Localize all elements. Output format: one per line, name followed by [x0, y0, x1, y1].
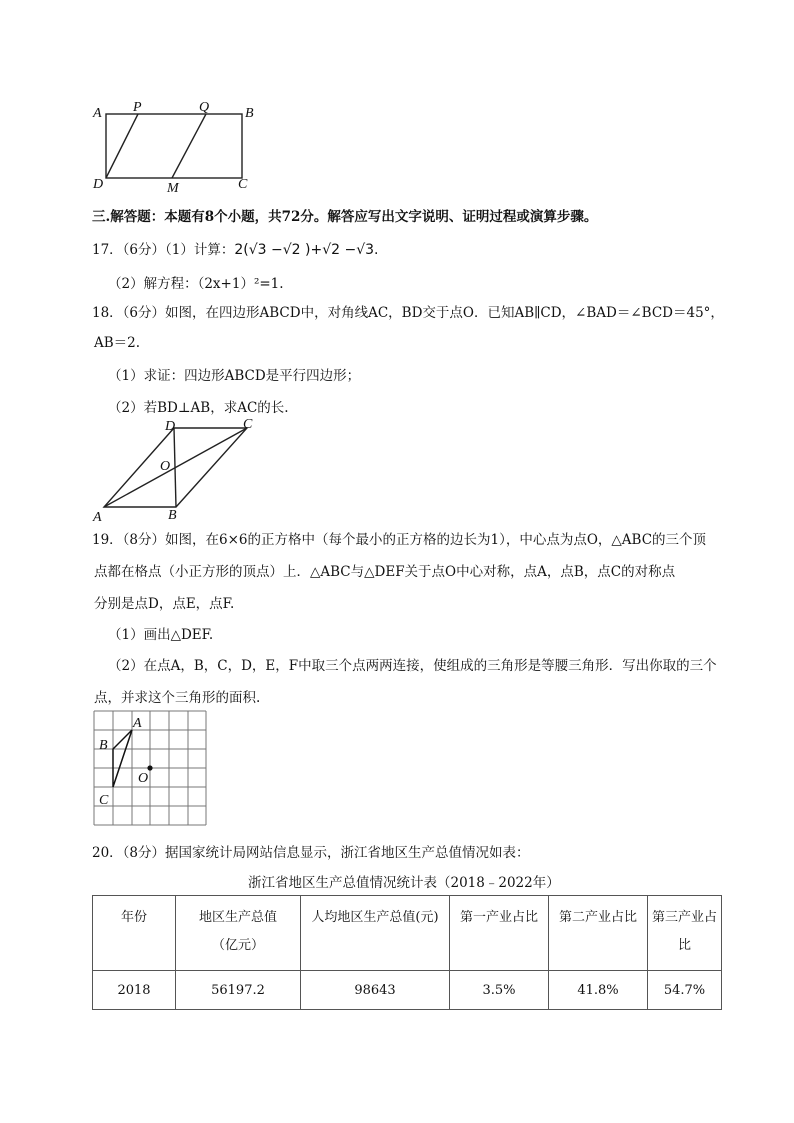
table-row	[93, 971, 722, 1010]
q17-expression: 2(√3 −√2 )+√2 −√3.	[234, 242, 379, 258]
parallelogram-figure	[88, 415, 268, 525]
label-O: O	[138, 771, 149, 786]
q19-part2b: 点，并求这个三角形的面积.	[94, 690, 261, 706]
label-B: B	[99, 738, 108, 753]
header-year: 年份	[93, 896, 176, 971]
label-P: P	[133, 100, 142, 115]
cell-per-capita: 98643	[301, 971, 450, 1010]
label-C: C	[243, 417, 253, 432]
label-D: D	[165, 419, 176, 434]
cell-year: 2018	[93, 971, 176, 1010]
header-per-capita: 人均地区生产总值(元)	[301, 896, 450, 971]
header-gdp-line1: 地区生产总值	[198, 910, 277, 925]
q18-line1: 18．（6分）如图，在四边形ABCD中，对角线AC，BD交于点O．已知AB∥CD，∠BAD＝∠BCD＝45°，	[92, 305, 724, 321]
label-A: A	[93, 510, 102, 525]
rectangle-figure	[80, 95, 260, 195]
q20-line1: 20．（8分）据国家统计局网站信息显示，浙江省地区生产总值情况如表：	[92, 845, 530, 861]
q17-part2: （2）解方程：（2x+1）²=1.	[108, 276, 284, 292]
gdp-table	[92, 895, 722, 1010]
grid-figure	[88, 705, 212, 835]
label-C: C	[238, 177, 248, 192]
q18-part1: （1）求证：四边形ABCD是平行四边形；	[108, 368, 361, 384]
label-Q: Q	[199, 100, 210, 115]
label-M: M	[167, 181, 179, 195]
label-B: B	[245, 106, 254, 121]
q19-line1: 19．（8分）如图，在6×6的正方格中（每个最小的正方格的边长为1），中心点为点O，△ABC的三个顶	[92, 532, 707, 548]
label-B: B	[168, 508, 177, 523]
cell-tertiary: 54.7%	[648, 971, 722, 1010]
q19-part1: （1）画出△DEF.	[108, 627, 214, 643]
label-D: D	[93, 177, 104, 192]
q17-line1	[92, 238, 379, 258]
header-tertiary: 第三产业占比	[648, 896, 722, 971]
table-header-row	[93, 896, 722, 971]
label-O: O	[160, 459, 171, 474]
q19-line2: 点都在格点（小正方形的顶点）上．△ABC与△DEF关于点O中心对称，点A，点B，点C的对称点	[94, 564, 676, 580]
q19-part2a: （2）在点A，B，C，D，E，F中取三个点两两连接，使组成的三角形是等腰三角形．写出你取的三个	[108, 658, 717, 674]
cell-gdp: 56197.2	[176, 971, 301, 1010]
label-A: A	[93, 106, 102, 121]
header-secondary: 第二产业占比	[549, 896, 648, 971]
q19-line3: 分别是点D，点E，点F.	[94, 596, 235, 612]
cell-secondary: 41.8%	[549, 971, 648, 1010]
q17-head: 17．（6分）（1）计算：	[92, 242, 235, 258]
section-heading: 三.解答题：本题有8个小题，共72分。解答应写出文字说明、证明过程或演算步骤。	[92, 209, 598, 225]
table-title: 浙江省地区生产总值情况统计表（2018﹣2022年）	[248, 875, 560, 891]
q18-line2: AB＝2.	[94, 335, 141, 351]
cell-primary: 3.5%	[450, 971, 549, 1010]
header-primary: 第一产业占比	[450, 896, 549, 971]
label-C: C	[99, 793, 109, 808]
header-gdp	[176, 896, 301, 971]
header-gdp-line2: （亿元）	[211, 938, 264, 953]
q18-part2: （2）若BD⊥AB，求AC的长.	[108, 400, 289, 416]
label-A: A	[133, 716, 142, 731]
